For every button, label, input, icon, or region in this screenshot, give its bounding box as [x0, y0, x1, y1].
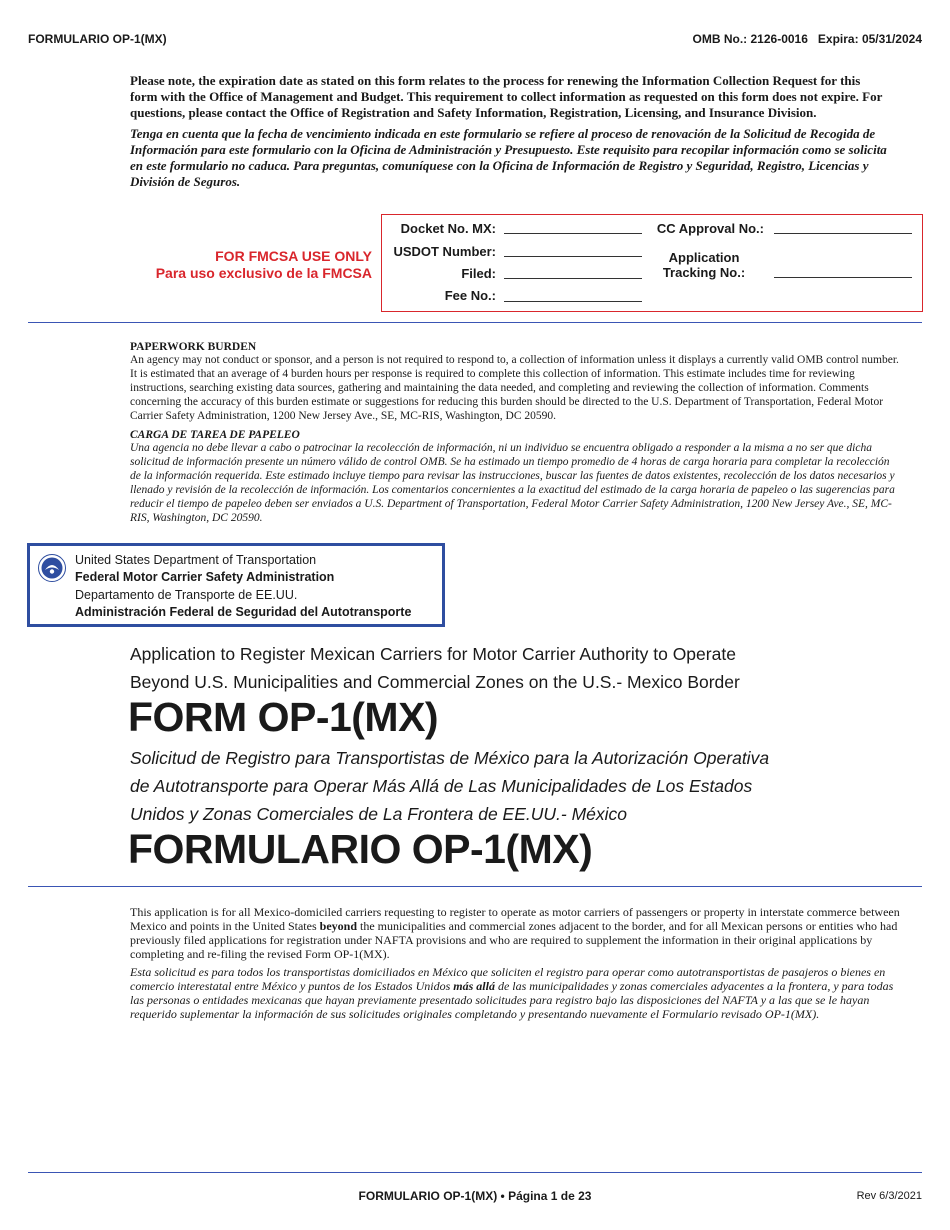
usdot-field[interactable] [504, 256, 642, 257]
cc-approval-label: CC Approval No.: [656, 221, 764, 236]
intro-es [130, 965, 902, 1021]
expiry-date: Expira: 05/31/2024 [817, 32, 922, 46]
docket-field[interactable] [504, 233, 642, 234]
paperwork-body-en: An agency may not conduct or sponsor, and a person is not required to respond to, a collection of information unless it displays a currently valid OMB control number. It is estimated that an average of 4 burden hours per response is required to complete this collection of information. This estimate includes time for reviewing instructions, searching existing data sources, gathering and maintaining the data needed, and completing and reviewing the collection of information. Comments concerning the accuracy of this burden estimate or suggestions for reducing this burden should be directed to the U.S. Department of Transportation, Federal Motor Carrier Safety Administration, 1200 New Jersey Ave., SE, MC-RIS, Washington, DC 20590. [130, 354, 899, 422]
divider-top [28, 322, 922, 323]
intro-en-bold: beyond [319, 919, 357, 933]
footer-page: FORMULARIO OP-1(MX) • Página 1 de 23 [358, 1189, 592, 1203]
notice-es: Tenga en cuenta que la fecha de vencimiento indicada en este formulario se refiere al proceso de renovación de la Solicitud de Recogida de Información para este formulario con la Oficina de Administración y Presupuesto. Este requisito para recopilar información como se solicita en este formulario no caduca. Para preguntas, comuníquese con la Oficina de Información de Registro y Seguridad, Registro, Licencias y División de Seguros. [130, 126, 887, 189]
intro-en-b: the municipalities and commercial zones adjacent to the border, and for all Mexican persons or entities who had previously filed applications for registration under NAFTA provisions and who are required to supplement the information in their original applications by completing and re-filing the revised Form OP-1(MX). [130, 919, 898, 961]
tracking-label [644, 250, 764, 280]
agency-fmcsa-en: Federal Motor Carrier Safety Administration [75, 569, 335, 584]
fmcsa-use-es: Para uso exclusivo de la FMCSA [155, 265, 372, 281]
dot-seal-icon [38, 554, 66, 582]
title-en-line1: Application to Register Mexican Carriers for Motor Carrier Authority to Operate [130, 644, 736, 664]
tracking-label-1: Application [668, 250, 740, 265]
cc-approval-field[interactable] [774, 233, 912, 234]
tracking-field[interactable] [774, 277, 912, 278]
intro-en [130, 905, 902, 961]
filed-label: Filed: [461, 266, 496, 281]
title-es-line3: Unidos y Zonas Comerciales de La Frontera de EE.UU.- México [130, 804, 628, 824]
fmcsa-use-only-label [72, 248, 372, 282]
usdot-label: USDOT Number: [393, 244, 496, 259]
title-es-line1: Solicitud de Registro para Transportistas de México para la Autorización Operativa [130, 748, 770, 768]
agency-dept-en: United States Department of Transportation [75, 553, 317, 567]
intro-en-a: This application is for all Mexico-domiciled carriers requesting to register to operate as motor carriers of passengers or property in interstate commerce between Mexico and points in the United States [130, 905, 900, 933]
fmcsa-use-en: FOR FMCSA USE ONLY [215, 248, 372, 264]
paperwork-title-es: CARGA DE TAREA DE PAPELEO [130, 429, 300, 441]
agency-box [27, 543, 445, 627]
paperwork-title-en: PAPERWORK BURDEN [130, 341, 257, 353]
paperwork-body-es: Una agencia no debe llevar a cabo o patrocinar la recolección de información, ni un individuo se encuentra obligado a responder a la misma a no ser que dicha solicitud de información presente un número válido de control OMB. Se ha estimado un tiempo promedio de 4 horas de carga horaria para completar la recolección de la información requerida. Este estimado incluye tiempo para revisar las instrucciones, buscar las fuentes de datos existentes, recolección de los datos necesarios y llenado y revisión de la recolección de información. Los comentarios concernientes a la exactitud del estimado de la carga horaria de papeleo o las sugerencias para reducir el tiempo de papeleo deben ser enviados a U.S. Department of Transportation, Federal Motor Carrier Safety Administration, 1200 New Jersey Ave., SE, MC-RIS, Washington, DC 20590. [130, 442, 895, 524]
intro-es-b: de las municipalidades y zonas comerciales adyacentes a la frontera, y para todas las personas o entidades mexicanas que hayan previamente presentado solicitudes para registro bajo las disposiciones del NAFTA y a las que se le hayan requerido suplementar la información de sus solicitudes originales completando y presentando nuevamente el Formulario revisado OP-1(MX). [130, 979, 894, 1021]
title-en [130, 640, 910, 696]
docket-label: Docket No. MX: [400, 221, 496, 236]
intro [130, 905, 902, 1021]
title-es [130, 744, 910, 828]
fee-field[interactable] [504, 301, 642, 302]
notice-en: Please note, the expiration date as stated on this form relates to the process for renewing the Information Collection Request for this form with the Office of Management and Budget. This requirement to collect information as requested on this form does not expire. For questions, please contact the Office of Registration and Safety Information, Registration, Licensing, and Insurance Division. [130, 73, 883, 120]
header-form-name: FORMULARIO OP-1(MX) [28, 32, 167, 46]
omb-number: OMB No.: 2126-0016 [692, 32, 808, 46]
expiration-notice [130, 73, 890, 190]
tracking-label-2: Tracking No.: [662, 265, 746, 280]
divider-middle [28, 886, 922, 887]
title-en-line2: Beyond U.S. Municipalities and Commercial Zones on the U.S.- Mexico Border [130, 672, 740, 692]
footer-rev: Rev 6/3/2021 [856, 1190, 922, 1202]
form-title-es: FORMULARIO OP-1(MX) [128, 826, 593, 872]
intro-es-a: Esta solicitud es para todos los transportistas domiciliados en México que soliciten el registro para operar como autotransportistas de pasajeros o bienes en comercio interestatal entre México y puntos de los Estados Unidos [130, 965, 886, 993]
header-omb [693, 32, 922, 46]
intro-es-bold: más allá [453, 979, 495, 993]
form-title-en: FORM OP-1(MX) [128, 694, 439, 740]
paperwork-burden [130, 341, 902, 525]
divider-bottom [28, 1172, 922, 1173]
agency-dept-es: Departamento de Transporte de EE.UU. [75, 588, 298, 602]
filed-field[interactable] [504, 278, 642, 279]
agency-text [75, 552, 439, 620]
agency-fmcsa-es: Administración Federal de Seguridad del Autotransporte [75, 604, 412, 619]
title-es-line2: de Autotransporte para Operar Más Allá de Las Municipalidades de Los Estados [130, 776, 753, 796]
fee-label: Fee No.: [444, 288, 496, 303]
fmcsa-use-box [381, 214, 923, 312]
